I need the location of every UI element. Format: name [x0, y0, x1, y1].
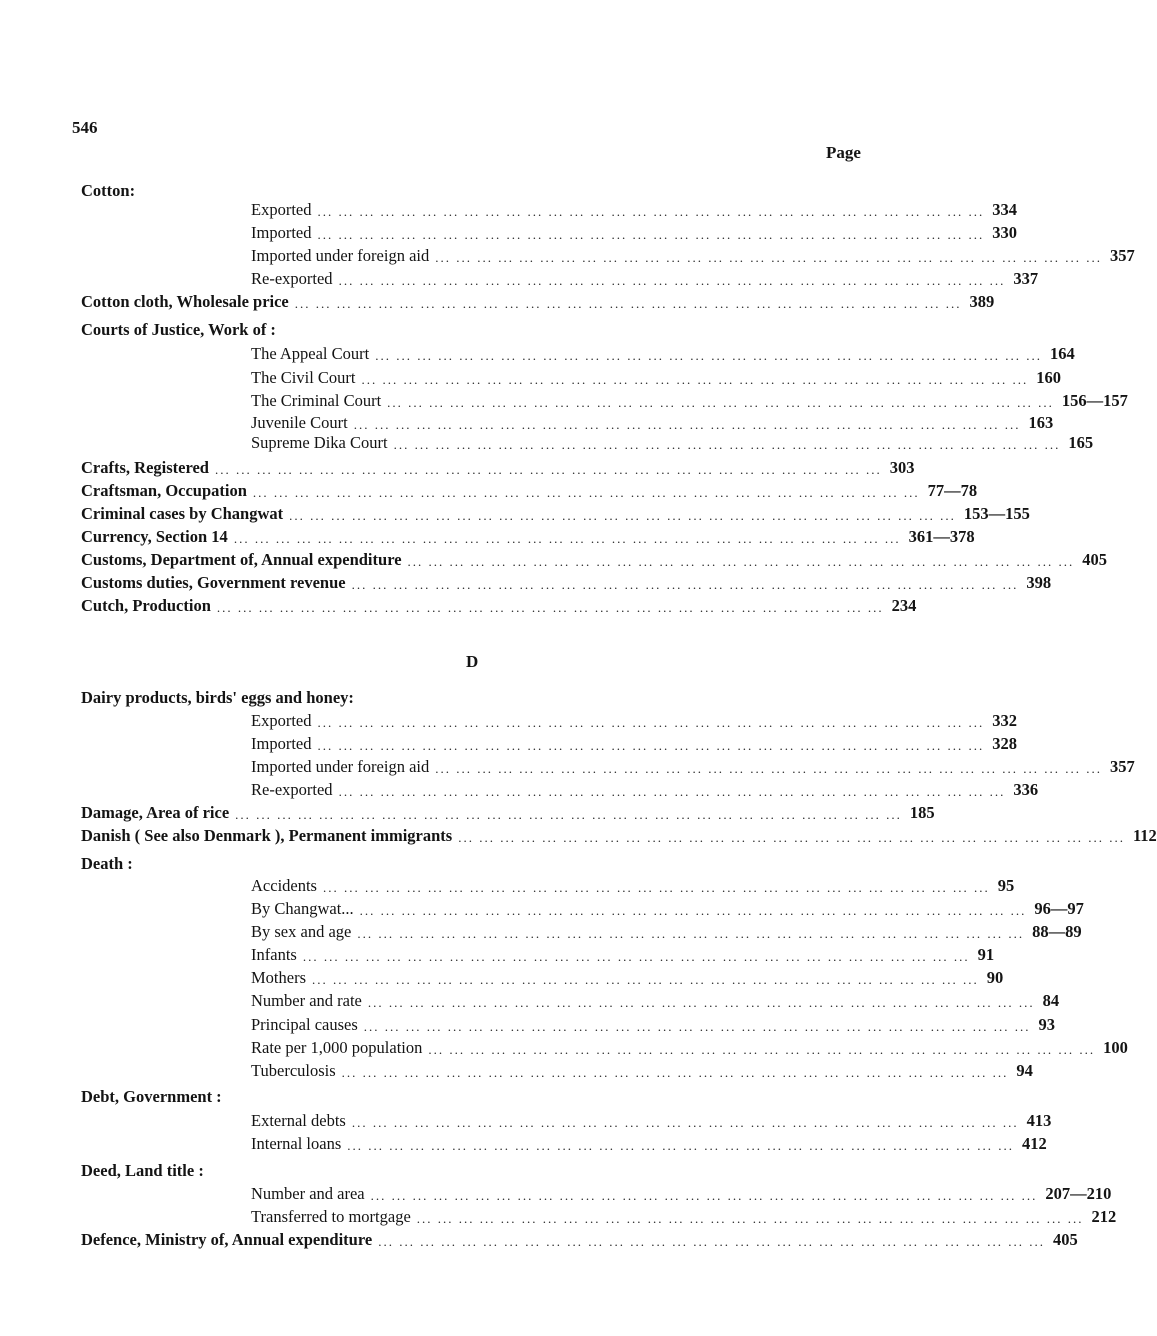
entry-label: Cutch, Production [81, 596, 211, 615]
entry-pages: 77—78 [927, 481, 978, 500]
dot-leader: ... ... ... ... ... ... ... ... ... ... ... ... ... ... ... ... ... ... ... ... ... ... ... ... ... ... ... ... ... ... ... ... [361, 372, 1029, 387]
entry-label: Imported under foreign aid [251, 757, 430, 776]
dot-leader: ... ... ... ... ... ... ... ... ... ... ... ... ... ... ... ... ... ... ... ... ... ... ... ... ... ... ... ... ... ... ... ... [428, 1042, 1096, 1057]
entry-pages: 303 [889, 458, 915, 477]
entry-label: Criminal cases by Changwat [81, 504, 284, 523]
entry-pages: 207—210 [1045, 1184, 1112, 1203]
entry-pages: 336 [1013, 780, 1039, 799]
index-subentry [251, 1182, 1112, 1204]
index-subentry [251, 221, 1017, 243]
index-subentry [251, 989, 1060, 1011]
index-entry [81, 525, 975, 547]
index-subentry [251, 198, 1017, 220]
entry-pages: 405 [1082, 550, 1108, 569]
dot-leader: ... ... ... ... ... ... ... ... ... ... ... ... ... ... ... ... ... ... ... ... ... ... ... ... ... ... ... ... ... ... ... ... [435, 761, 1102, 776]
index-heading-cotton: Cotton: [81, 181, 136, 200]
entry-label: Rate per 1,000 population [251, 1038, 423, 1057]
index-subentry [251, 1036, 1128, 1058]
entry-label: Cotton cloth, Wholesale price [81, 292, 289, 311]
entry-pages: 357 [1109, 246, 1135, 265]
entry-label: Number and area [251, 1184, 365, 1203]
entry-label: Damage, Area of rice [81, 803, 230, 822]
index-subentry [251, 778, 1039, 800]
entry-pages: 163 [1028, 413, 1054, 432]
entry-pages: 112 [1132, 826, 1157, 845]
entry-label: By sex and age [251, 922, 352, 941]
entry-pages: 389 [969, 292, 995, 311]
entry-label: Currency, Section 14 [81, 527, 228, 546]
dot-leader: ... ... ... ... ... ... ... ... ... ... ... ... ... ... ... ... ... ... ... ... ... ... ... ... ... ... ... ... ... ... ... ... [359, 903, 1027, 918]
entry-label: Exported [251, 200, 312, 219]
dot-leader: ... ... ... ... ... ... ... ... ... ... ... ... ... ... ... ... ... ... ... ... ... ... ... ... ... ... ... ... ... ... ... ... [233, 531, 901, 546]
index-entry [81, 571, 1052, 593]
dot-leader: ... ... ... ... ... ... ... ... ... ... ... ... ... ... ... ... ... ... ... ... ... ... ... ... ... ... ... ... ... ... ... ... [378, 1234, 1045, 1249]
entry-label: Danish ( See also Denmark ), Permanent immigrants [81, 826, 453, 845]
entry-label: Infants [251, 945, 297, 964]
dot-leader: ... ... ... ... ... ... ... ... ... ... ... ... ... ... ... ... ... ... ... ... ... ... ... ... ... ... ... ... ... ... ... ... [351, 1115, 1019, 1130]
dot-leader: ... ... ... ... ... ... ... ... ... ... ... ... ... ... ... ... ... ... ... ... ... ... ... ... ... ... ... ... ... ... ... ... [312, 972, 979, 987]
index-entry [81, 594, 917, 616]
dot-leader: ... ... ... ... ... ... ... ... ... ... ... ... ... ... ... ... ... ... ... ... ... ... ... ... ... ... ... ... ... ... ... ... [294, 296, 962, 311]
index-heading-courts: Courts of Justice, Work of : [81, 320, 276, 339]
index-subentry [251, 267, 1039, 289]
index-subentry [251, 1013, 1056, 1035]
index-entry [81, 290, 995, 312]
entry-pages: 160 [1036, 368, 1061, 387]
dot-leader: ... ... ... ... ... ... ... ... ... ... ... ... ... ... ... ... ... ... ... ... ... ... ... ... ... ... ... ... ... ... ... ... [317, 204, 985, 219]
entry-pages: 334 [992, 200, 1017, 219]
entry-label: Mothers [251, 968, 306, 987]
dot-leader: ... ... ... ... ... ... ... ... ... ... ... ... ... ... ... ... ... ... ... ... ... ... ... ... ... ... ... ... ... ... ... ... [367, 995, 1035, 1010]
entry-pages: 332 [992, 711, 1017, 730]
dot-leader: ... ... ... ... ... ... ... ... ... ... ... ... ... ... ... ... ... ... ... ... ... ... ... ... ... ... ... ... ... ... ... ... [317, 715, 985, 730]
entry-pages: 100 [1103, 1038, 1128, 1057]
index-subentry [251, 874, 1015, 896]
entry-pages: 337 [1013, 269, 1039, 288]
entry-label: Number and rate [251, 991, 362, 1010]
index-entry [81, 456, 915, 478]
entry-pages: 90 [986, 968, 1004, 987]
entry-label: Crafts, Registered [81, 458, 209, 477]
entry-pages: 405 [1052, 1230, 1078, 1249]
dot-leader: ... ... ... ... ... ... ... ... ... ... ... ... ... ... ... ... ... ... ... ... ... ... ... ... ... ... ... ... ... ... ... ... [357, 926, 1025, 941]
dot-leader: ... ... ... ... ... ... ... ... ... ... ... ... ... ... ... ... ... ... ... ... ... ... ... ... ... ... ... ... ... ... ... ... [338, 784, 1006, 799]
dot-leader: ... ... ... ... ... ... ... ... ... ... ... ... ... ... ... ... ... ... ... ... ... ... ... ... ... ... ... ... ... ... ... ... [322, 880, 990, 895]
entry-pages: 164 [1049, 344, 1075, 363]
index-subentry [251, 431, 1094, 453]
dot-leader: ... ... ... ... ... ... ... ... ... ... ... ... ... ... ... ... ... ... ... ... ... ... ... ... ... ... ... ... ... ... ... ... [435, 250, 1102, 265]
entry-pages: 357 [1109, 757, 1135, 776]
entry-label: Juvenile Court [251, 413, 348, 432]
page-number: 546 [72, 118, 98, 137]
dot-leader: ... ... ... ... ... ... ... ... ... ... ... ... ... ... ... ... ... ... ... ... ... ... ... ... ... ... ... ... ... ... ... ... [351, 577, 1019, 592]
dot-leader: ... ... ... ... ... ... ... ... ... ... ... ... ... ... ... ... ... ... ... ... ... ... ... ... ... ... ... ... ... ... ... ... [375, 348, 1042, 363]
entry-pages: 88—89 [1032, 922, 1082, 941]
entry-pages: 328 [992, 734, 1017, 753]
entry-label: The Criminal Court [251, 391, 382, 410]
index-entry [81, 479, 978, 501]
index-subentry [251, 897, 1084, 919]
index-entry [81, 502, 1030, 524]
dot-leader: ... ... ... ... ... ... ... ... ... ... ... ... ... ... ... ... ... ... ... ... ... ... ... ... ... ... ... ... ... ... ... ... [370, 1188, 1038, 1203]
entry-label: Transferred to mortgage [251, 1207, 411, 1226]
entry-pages: 156—157 [1061, 391, 1128, 410]
entry-pages: 398 [1026, 573, 1052, 592]
entry-label: Principal causes [251, 1015, 358, 1034]
entry-label: The Appeal Court [251, 344, 370, 363]
entry-pages: 212 [1091, 1207, 1117, 1226]
entry-pages: 91 [977, 945, 995, 964]
dot-leader: ... ... ... ... ... ... ... ... ... ... ... ... ... ... ... ... ... ... ... ... ... ... ... ... ... ... ... ... ... ... ... ... [317, 738, 985, 753]
dot-leader: ... ... ... ... ... ... ... ... ... ... ... ... ... ... ... ... ... ... ... ... ... ... ... ... ... ... ... ... ... ... ... ... [317, 227, 985, 242]
entry-pages: 413 [1026, 1111, 1052, 1130]
dot-leader: ... ... ... ... ... ... ... ... ... ... ... ... ... ... ... ... ... ... ... ... ... ... ... ... ... ... ... ... ... ... ... ... [302, 949, 970, 964]
index-subentry [251, 389, 1128, 411]
index-entry [81, 824, 1157, 846]
entry-label: Supreme Dika Court [251, 433, 388, 452]
entry-pages: 234 [891, 596, 917, 615]
dot-leader: ... ... ... ... ... ... ... ... ... ... ... ... ... ... ... ... ... ... ... ... ... ... ... ... ... ... ... ... ... ... ... ... [416, 1211, 1084, 1226]
entry-pages: 96—97 [1034, 899, 1084, 918]
entry-label: Accidents [251, 876, 317, 895]
dot-leader: ... ... ... ... ... ... ... ... ... ... ... ... ... ... ... ... ... ... ... ... ... ... ... ... ... ... ... ... ... ... ... ... [216, 600, 884, 615]
index-subentry [251, 920, 1082, 942]
index-heading-debt: Debt, Government : [81, 1087, 222, 1106]
entry-pages: 95 [997, 876, 1015, 895]
entry-label: Customs, Department of, Annual expenditure [81, 550, 402, 569]
page-column-header: Page [826, 143, 861, 162]
dot-leader: ... ... ... ... ... ... ... ... ... ... ... ... ... ... ... ... ... ... ... ... ... ... ... ... ... ... ... ... ... ... ... ... [387, 395, 1054, 410]
index-heading-death: Death : [81, 854, 133, 873]
index-subentry [251, 709, 1017, 731]
dot-leader: ... ... ... ... ... ... ... ... ... ... ... ... ... ... ... ... ... ... ... ... ... ... ... ... ... ... ... ... ... ... ... ... [338, 273, 1006, 288]
dot-leader: ... ... ... ... ... ... ... ... ... ... ... ... ... ... ... ... ... ... ... ... ... ... ... ... ... ... ... ... ... ... ... ... [215, 462, 882, 477]
dot-leader: ... ... ... ... ... ... ... ... ... ... ... ... ... ... ... ... ... ... ... ... ... ... ... ... ... ... ... ... ... ... ... ... [347, 1138, 1015, 1153]
dot-leader: ... ... ... ... ... ... ... ... ... ... ... ... ... ... ... ... ... ... ... ... ... ... ... ... ... ... ... ... ... ... ... ... [363, 1019, 1031, 1034]
index-heading-dairy: Dairy products, birds' eggs and honey: [81, 688, 354, 707]
index-heading-deed: Deed, Land title : [81, 1161, 204, 1180]
entry-label: Craftsman, Occupation [81, 481, 247, 500]
entry-label: Imported [251, 223, 312, 242]
index-subentry [251, 411, 1054, 433]
dot-leader: ... ... ... ... ... ... ... ... ... ... ... ... ... ... ... ... ... ... ... ... ... ... ... ... ... ... ... ... ... ... ... ... [341, 1065, 1009, 1080]
dot-leader: ... ... ... ... ... ... ... ... ... ... ... ... ... ... ... ... ... ... ... ... ... ... ... ... ... ... ... ... ... ... ... ... [407, 554, 1075, 569]
entry-pages: 412 [1022, 1134, 1047, 1153]
index-subentry [251, 1205, 1117, 1227]
entry-pages: 185 [909, 803, 935, 822]
entry-label: Customs duties, Government revenue [81, 573, 346, 592]
index-entry [81, 548, 1108, 570]
index-subentry [251, 966, 1004, 988]
dot-leader: ... ... ... ... ... ... ... ... ... ... ... ... ... ... ... ... ... ... ... ... ... ... ... ... ... ... ... ... ... ... ... ... [393, 437, 1061, 452]
entry-label: External debts [251, 1111, 346, 1130]
index-subentry [251, 366, 1061, 388]
index-subentry [251, 1059, 1033, 1081]
entry-label: Exported [251, 711, 312, 730]
entry-label: Tuberculosis [251, 1061, 336, 1080]
entry-pages: 361—378 [908, 527, 975, 546]
dot-leader: ... ... ... ... ... ... ... ... ... ... ... ... ... ... ... ... ... ... ... ... ... ... ... ... ... ... ... ... ... ... ... ... [289, 508, 956, 523]
index-subentry [251, 943, 995, 965]
index-subentry [251, 1132, 1047, 1154]
index-entry [81, 801, 935, 823]
entry-label: Internal loans [251, 1134, 342, 1153]
section-letter-d: D [466, 652, 479, 671]
entry-pages: 93 [1038, 1015, 1056, 1034]
dot-leader: ... ... ... ... ... ... ... ... ... ... ... ... ... ... ... ... ... ... ... ... ... ... ... ... ... ... ... ... ... ... ... ... [353, 417, 1021, 432]
entry-pages: 84 [1042, 991, 1060, 1010]
entry-pages: 330 [992, 223, 1017, 242]
entry-label: Defence, Ministry of, Annual expenditure [81, 1230, 373, 1249]
entry-label: Imported under foreign aid [251, 246, 430, 265]
index-subentry [251, 1109, 1052, 1131]
index-entry [81, 1228, 1078, 1250]
entry-label: Imported [251, 734, 312, 753]
entry-pages: 153—155 [963, 504, 1030, 523]
index-subentry [251, 755, 1135, 777]
entry-pages: 94 [1016, 1061, 1033, 1080]
entry-pages: 165 [1068, 433, 1094, 452]
index-subentry [251, 244, 1135, 266]
entry-label: Re-exported [251, 780, 333, 799]
entry-label: Re-exported [251, 269, 333, 288]
entry-label: The Civil Court [251, 368, 356, 387]
entry-label: By Changwat... [251, 899, 354, 918]
dot-leader: ... ... ... ... ... ... ... ... ... ... ... ... ... ... ... ... ... ... ... ... ... ... ... ... ... ... ... ... ... ... ... ... [235, 807, 902, 822]
dot-leader: ... ... ... ... ... ... ... ... ... ... ... ... ... ... ... ... ... ... ... ... ... ... ... ... ... ... ... ... ... ... ... ... [458, 830, 1125, 845]
index-subentry [251, 732, 1017, 754]
index-subentry [251, 342, 1075, 364]
dot-leader: ... ... ... ... ... ... ... ... ... ... ... ... ... ... ... ... ... ... ... ... ... ... ... ... ... ... ... ... ... ... ... ... [252, 485, 920, 500]
